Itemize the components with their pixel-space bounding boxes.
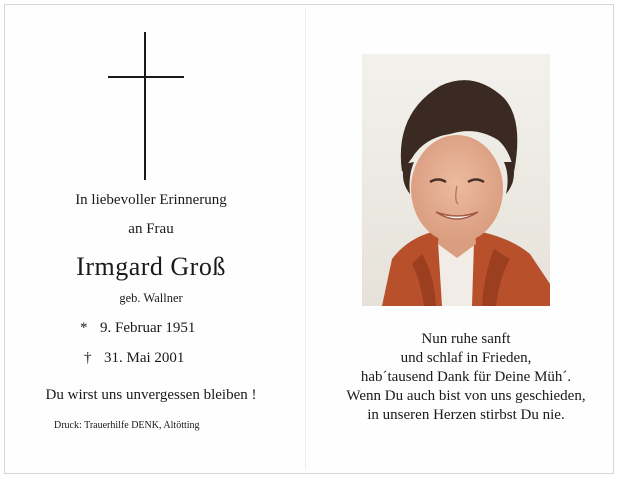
portrait-photo: [362, 54, 550, 306]
printer-credit: Druck: Trauerhilfe DENK, Altötting: [54, 420, 200, 431]
deceased-name: Irmgard Groß: [76, 252, 226, 281]
memorial-motto: Du wirst uns unvergessen bleiben !: [45, 387, 257, 403]
death-line: [84, 350, 184, 367]
poem-line: in unseren Herzen stirbst Du nie.: [367, 407, 565, 423]
poem-line: Nun ruhe sanft: [421, 331, 511, 347]
death-date: 31. Mai 2001: [104, 350, 185, 366]
poem-line: hab´tausend Dank für Deine Müh´.: [360, 369, 572, 385]
birth-line: [80, 320, 195, 337]
intro-text: In liebevoller Erinnerung: [75, 192, 227, 208]
death-symbol: †: [84, 350, 92, 366]
poem-line: Wenn Du auch bist von uns geschieden,: [346, 388, 586, 404]
birth-name: geb. Wallner: [119, 291, 183, 305]
cross-icon: [108, 32, 184, 180]
poem-line: und schlaf in Frieden,: [400, 350, 532, 366]
salutation-text: an Frau: [128, 221, 174, 237]
birth-date: 9. Februar 1951: [100, 320, 196, 336]
card-fold: [305, 8, 306, 470]
birth-symbol: *: [80, 320, 88, 336]
